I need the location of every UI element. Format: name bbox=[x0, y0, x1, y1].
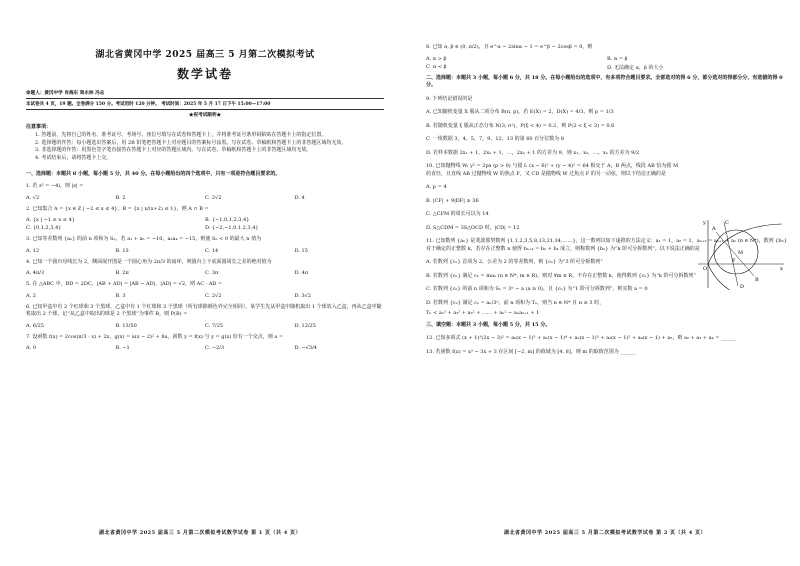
point-d-label: D bbox=[740, 284, 745, 290]
question-7-options bbox=[26, 345, 384, 351]
option: C. −2/3 bbox=[205, 345, 225, 352]
point-m-label: M bbox=[738, 250, 744, 256]
origin-label: O bbox=[703, 266, 708, 272]
option: B. 3 bbox=[115, 292, 126, 299]
option: C. 一组数据 3，4，5，7，9，12，13 的第 60 百分位数为 8 bbox=[426, 136, 564, 142]
option: C. 2√2 bbox=[205, 194, 222, 201]
option: D. S△CDM = 3S△OCD 时，|CD| = 12 bbox=[426, 224, 520, 231]
paper-title: 数学试卷 bbox=[176, 67, 233, 81]
question-7: 7. 设函数 f(x) = 2cos(π/3 · x) + 2x，g(x) = a(x − 2)² + 8a，函数 y = f(x) 与 y = g(x) 恰有一个交点，则 a = bbox=[26, 333, 284, 340]
option: B. 2 bbox=[115, 194, 126, 201]
question-13: 13. 若函数 f(x) = x³ − 3x + 3 在区间 [−2, m] 的值域为 [4, 8]，则 m 的取值范围为 ______ bbox=[426, 348, 636, 355]
option: A. {x | −1 ≤ x ≤ 4} bbox=[26, 217, 75, 224]
option: A. α > β bbox=[426, 55, 447, 62]
option: C. 3π bbox=[205, 270, 219, 277]
question-5: 5. 在 △ABC 中，BD = 2DC，|AB + AD| = |AB − AD|，|AD| = √2，则 AC · AD = bbox=[26, 281, 223, 288]
circle-m bbox=[714, 230, 758, 274]
section-1-heading: 一、选择题：本题共 8 小题，每小题 5 分，共 40 分。在每小题给出的四个选项中，只有一项是符合题目要求的。 bbox=[26, 170, 281, 177]
option: A. 已知随机变量 X 服从二项分布 B(n, p)，若 E(X) = 2，D(X) = 4/3，则 p = 1/3 bbox=[426, 109, 614, 115]
school-title: 湖北省黄冈中学 2025 届高三 5 月第二次模拟考试 bbox=[95, 50, 315, 60]
chord-ab bbox=[716, 232, 754, 276]
question-8: 8. 已知 α, β ∈ (0, π/2)，且 e^α − 2sinα − 1 = e^β − 2cosβ = 0，则 bbox=[426, 44, 593, 50]
question-4-options bbox=[26, 270, 384, 276]
question-8-options bbox=[426, 56, 788, 71]
option: B. −1 bbox=[115, 345, 130, 352]
page-footer: 湖北省黄冈中学 2025 届高三 5 月第二次模拟考试数学试卷 第 1 页（共 4 页） bbox=[98, 530, 302, 536]
question-6: 6. 已知甲盒中有 2 个红球和 3 个黑球，乙盒中有 1 个红球和 3 个黑球（所有球除颜色外完全相同），某学生先从甲盒中随机取出 1 个球放入乙盒，再从乙盒中随机取出 2 个球，记“从乙盒中取出的球是 2 个黑球”为事件 B，则 P(B) = bbox=[26, 303, 382, 318]
notes-title: 注意事项： bbox=[26, 124, 52, 130]
question-4: 4. 已知一个圆台母线长为 2，侧面展开图是一个圆心角为 2π/3 的扇环，则圆台上下底面圆周长之差的绝对值为 bbox=[26, 258, 272, 265]
exam-info: 本试卷共 4 页，19 题。全卷满分 150 分。考试用时 120 分钟。 考试时间：2025 年 5 月 17 日下午 15:00—17:00 bbox=[26, 102, 271, 107]
question-9: 9. 下列结论错误的是 bbox=[426, 95, 473, 102]
option: A. 2 bbox=[26, 292, 36, 299]
divider bbox=[26, 98, 384, 99]
good-luck-line: ★祝考试顺利★ bbox=[188, 113, 222, 118]
axis-label-y: y bbox=[703, 220, 706, 226]
option: B. |CF| + 9|DF| ≥ 36 bbox=[426, 197, 479, 204]
question-10: 10. 已知抛物线 W: y² = 2px (p > 0) 与圆 I: (x − 6)² + (y − 4)² = 64 相交于 A，B 两点，线段 AB 恰为圆 M 的直径，且直线 AB 过抛物线 W 的焦点 F，又 CD 是抛物线 W 过焦点 F 的另一动弦，则以下结论正确的是 bbox=[426, 163, 679, 177]
point-c-label: C bbox=[725, 220, 729, 226]
authors-line: 命题人：黄冈中学 肖海东 周永林 冯志 bbox=[26, 91, 105, 96]
parabola-upper bbox=[708, 224, 782, 264]
note-2: 2. 选择题的作答：每小题选出答案后，用 2B 铅笔把答题卡上对应题目的答案标号涂黑。写在试卷、草稿纸和答题卡上的非答题区域均无效。 bbox=[35, 139, 347, 146]
question-2-options bbox=[26, 217, 384, 231]
question-3: 3. 已知等差数列 {aₙ} 的前 n 项和为 Sₙ，若 a₁ + a₅ = −10，a₂a₄ = −15，则使 Sₙ < 0 的最大 n 值为 bbox=[26, 236, 262, 243]
option: D. 若样本数据 2x₁ + 1，2x₂ + 1，…，2xₙ + 1 的方差为 9，则 x₁，x₂，…，xₙ 的方差为 9/2 bbox=[426, 149, 640, 156]
option: A. 6/25 bbox=[26, 322, 45, 329]
question-1: 1. 若 z² = −4i，则 |z| = bbox=[26, 183, 84, 190]
option: A. 12 bbox=[26, 247, 40, 254]
option: A. √2 bbox=[26, 194, 40, 201]
option: B. α = β bbox=[607, 55, 628, 62]
option: B. 若随机变量 ξ 服从正态分布 N(3, σ²)，P(ξ < 4) = 0.2，则 P(2 < ξ < 3) = 0.6 bbox=[426, 122, 615, 129]
question-2: 2. 已知集合 A = {x ∈ Z | −2 ≤ x ≤ 4}，B = {x | x/(x+2) ≤ 1}，则 A ∩ B = bbox=[26, 205, 209, 212]
note-4: 4. 考试结束后，请将答题卡上交。 bbox=[35, 155, 112, 161]
option: D. −√3/4 bbox=[294, 345, 317, 352]
option: A. 4π/3 bbox=[26, 270, 45, 277]
point-f-label: F bbox=[732, 258, 736, 264]
option: B. 13 bbox=[115, 247, 129, 254]
note-3: 3. 非选择题的作答：用黑色签字笔直接答在答题卡上对应的答题区域内。写在试卷、草稿纸和答题卡上的非答题区域均无效。 bbox=[35, 147, 312, 154]
option: D. 12/25 bbox=[294, 322, 316, 329]
question-6-options bbox=[26, 323, 384, 329]
question-12: 12. 已知多项式 (x + 1)³(2x − 3)² = a₀(x − 1)⁵ + a₁(x − 1)⁴ + a₂(x − 1)³ + a₃(x − 1)² + a₄(x − 1) + a₅，则 a₂ + a₃ + a₄ = ______ bbox=[426, 335, 737, 341]
note-1: 1. 答题前，先将自己的姓名、准考证号、考场号、座位号填写在试卷和答题卡上，并将准考证号条形码粘贴在答题卡上的指定位置。 bbox=[35, 131, 327, 138]
option-continuation: Tₙ < a₁² + a₂² + a₃² + …… + aₙ² − aₙaₙ₊₁ + 1 bbox=[426, 310, 540, 316]
divider bbox=[26, 109, 384, 110]
page-footer: 湖北省黄冈中学 2025 届高三 5 月第二次模拟考试数学试卷 第 2 页（共 4 页） bbox=[503, 530, 707, 536]
option: D. 无法确定 α，β 的大小 bbox=[607, 64, 664, 71]
option: D. 若数列 {cₙ} 满足 cₙ = aₙ/3ⁿ，前 n 项和为 Tₙ，则当 n ∈ N* 且 n ≥ 3 时， bbox=[426, 299, 605, 306]
axis-label-x: x bbox=[780, 266, 783, 272]
option: D. 15 bbox=[294, 247, 308, 254]
option: B. {−1,0,1,2,3,4} bbox=[205, 217, 250, 224]
option: D. 4π bbox=[294, 270, 308, 277]
point-b-label: B bbox=[755, 277, 759, 283]
option: D. 3√2 bbox=[294, 292, 312, 299]
option: B. 2π bbox=[115, 270, 129, 277]
option: D. 4 bbox=[294, 194, 305, 201]
option: C. α < β bbox=[426, 63, 447, 70]
section-3-heading: 三、填空题：本题共 3 小题，每小题 5 分，共 15 分。 bbox=[426, 321, 551, 328]
option: C. 若数列 {cₙ} 的前 n 项和为 Sₙ = 3ⁿ − a (a ≥ 0)，且 {cₙ} 为“1 阶可分拆数列”，则实数 a = 0 bbox=[426, 286, 648, 292]
option: C. {0,1,2,3,4} bbox=[26, 225, 62, 232]
option: C. △CFM 的周长可以为 14 bbox=[426, 211, 489, 217]
page-2 bbox=[410, 0, 800, 566]
option: B. 13/50 bbox=[115, 322, 137, 329]
option: D. {−2,−1,0,1,2,3,4} bbox=[205, 225, 259, 232]
question-11: 11. 已知数列 {aₙ} 是斐波那契数列 {1,1,2,3,5,8,13,21,34,……}，这一数列以如下递推的方法定义：a₁ = 1，a₂ = 1，aₙ₊₂ = aₙ₊₁ + aₙ (n ∈ N*)，数列 {bₙ} 对于确定的正整数 k，若存在正整数 n 使得 bₙ₊ₖ = bₙ + bₖ 成立，则称数列 {bₙ} 为“k 阶可分拆数列”。以下说法正确的是 bbox=[426, 238, 787, 252]
question-1-options bbox=[26, 195, 384, 201]
option: C. 2√2 bbox=[205, 292, 222, 299]
option: C. 7/25 bbox=[205, 322, 224, 329]
option: A. p = 4 bbox=[426, 184, 447, 190]
chord-cd bbox=[724, 222, 738, 286]
option: B. 若数列 {cₙ} 满足 cₙ = maₙ (n ∈ N*, m ∈ R)，则对 ∀m ∈ R，不存在正整数 k，使得数列 {cₙ} 为“k 阶可分拆数列” bbox=[426, 272, 697, 279]
point-a-label: A bbox=[712, 226, 716, 232]
question-3-options bbox=[26, 248, 384, 254]
section-2-heading: 二、选择题：本题共 3 小题，每小题 6 分，共 18 分。在每小题给出的选项中，有多项符合题目要求。全部选对的得 6 分，部分选对的得部分分，有选错的得 0 分。 bbox=[426, 74, 783, 88]
option: C. 14 bbox=[205, 247, 219, 254]
option: A. 若数列 {cₙ} 首项为 2，公差为 2 的等差数列，则 {cₙ} 为“3 阶可分拆数列” bbox=[426, 259, 603, 265]
question-5-options bbox=[26, 293, 384, 299]
parabola-lower bbox=[708, 264, 782, 290]
parabola-circle-figure bbox=[694, 218, 786, 290]
option: A. 0 bbox=[26, 345, 36, 352]
